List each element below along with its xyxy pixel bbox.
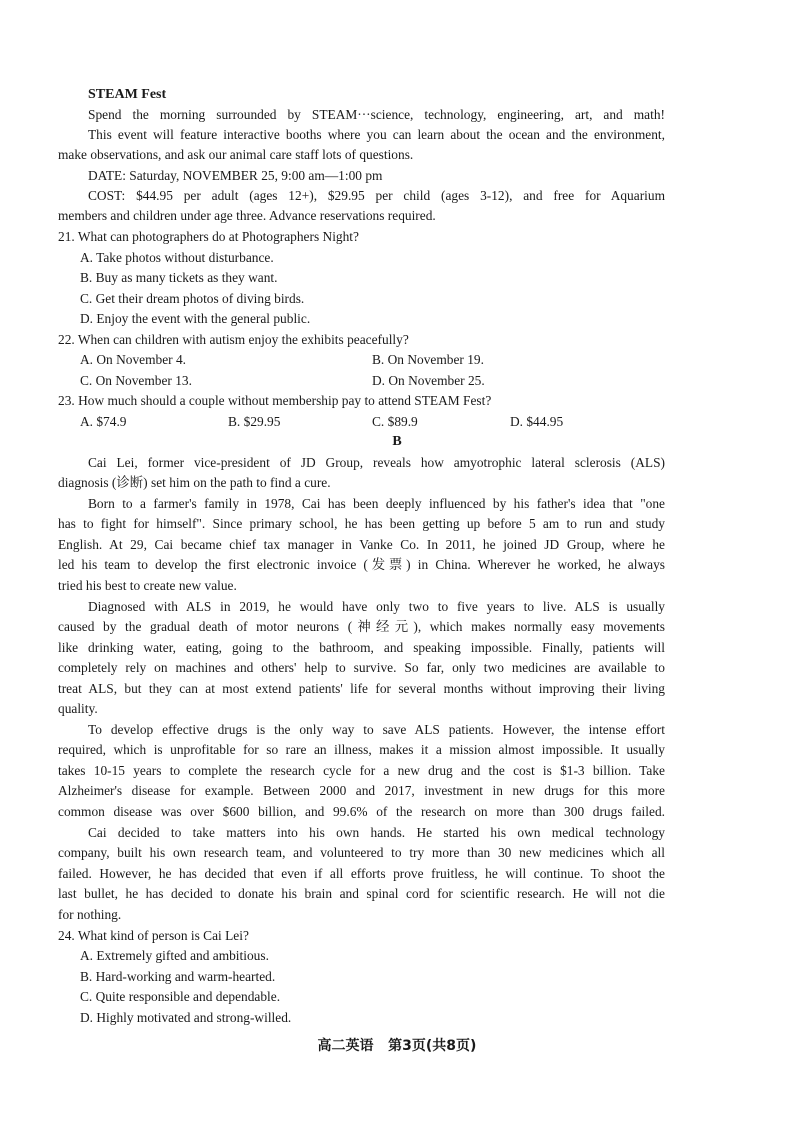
steam-intro-line-3: make observations, and ask our animal care staff lots of questions. (58, 147, 414, 162)
passage-b-p5-line-5: for nothing. (58, 907, 122, 922)
question-21-option-c: C. Get their dream photos of diving birds. (80, 291, 305, 306)
question-24-option-a: A. Extremely gifted and ambitious. (80, 948, 269, 963)
passage-b-p2-line-2: has to fight for himself". Since primary school, he has been getting up before 5 am to run and study (58, 516, 665, 531)
question-24-stem: 24. What kind of person is Cai Lei? (58, 928, 249, 943)
question-22-option-d: D. On November 25. (372, 373, 485, 388)
passage-b-p2-line-4: led his team to develop the first electronic invoice (发票) in China. Wherever he worked, he always (58, 557, 665, 572)
passage-b-p5-line-2: company, built his own research team, and volunteered to try more than 30 new medicines which all (58, 845, 665, 860)
question-24-option-b: B. Hard-working and warm-hearted. (80, 969, 276, 984)
passage-b-p5-line-3: failed. However, he has decided that even if all efforts prove fruitless, he will continue. To shoot the (58, 866, 665, 881)
question-21-option-a: A. Take photos without disturbance. (80, 250, 274, 265)
passage-b-p4-line-2: required, which is unprofitable for so rare an illness, makes it a mission almost impossible. It usually (58, 742, 665, 757)
passage-b-p3-line-3: like drinking water, eating, going to the bathroom, and speaking impossible. Finally, patients will (58, 640, 665, 655)
page-footer: 高二英语 第3页(共8页) (317, 1038, 477, 1054)
passage-b-p4-line-1: To develop effective drugs is the only way to save ALS patients. However, the intense effort (88, 722, 665, 737)
passage-b-p1-line-1: Cai Lei, former vice-president of JD Group, reveals how amyotrophic lateral sclerosis (ALS) (88, 455, 665, 470)
passage-b-p4-line-5: common disease was over $600 billion, and 99.6% of the research on more than 300 drugs failed. (58, 804, 665, 819)
question-22-stem: 22. When can children with autism enjoy the exhibits peacefully? (58, 332, 409, 347)
passage-b-p2-line-5: tried his best to create new value. (58, 578, 237, 593)
question-22-option-c: C. On November 13. (80, 373, 192, 388)
question-21-stem: 21. What can photographers do at Photographers Night? (58, 229, 359, 244)
passage-b-p5-line-1: Cai decided to take matters into his own hands. He started his own medical technology (88, 825, 665, 840)
question-23-option-c: C. $89.9 (372, 414, 418, 429)
question-21-option-b: B. Buy as many tickets as they want. (80, 270, 278, 285)
passage-b-p5-line-4: last bullet, he has decided to donate his brain and spinal cord for scientific research. He will not die (58, 886, 665, 901)
question-23-stem: 23. How much should a couple without membership pay to attend STEAM Fest? (58, 393, 492, 408)
question-23-option-d: D. $44.95 (510, 414, 564, 429)
passage-b-p3-line-2: caused by the gradual death of motor neurons (神经元), which makes normally easy movements (58, 619, 665, 634)
section-b-heading: B (392, 434, 402, 449)
steam-intro-line-1: Spend the morning surrounded by STEAM···science, technology, engineering, art, and math! (88, 107, 665, 122)
question-21-option-d: D. Enjoy the event with the general public. (80, 311, 311, 326)
passage-b-p2-line-1: Born to a farmer's family in 1978, Cai has been deeply influenced by his father's idea that "one (88, 496, 665, 511)
passage-b-p1-line-2: diagnosis (诊断) set him on the path to find a cure. (58, 475, 331, 490)
steam-cost-line-1: COST: $44.95 per adult (ages 12+), $29.95 per child (ages 3-12), and free for Aquarium (88, 188, 665, 203)
question-23-option-b: B. $29.95 (228, 414, 281, 429)
passage-b-p3-line-6: quality. (58, 701, 98, 716)
passage-b-p3-line-4: completely rely on machines and others' help to survive. So far, only two medicines are available to (58, 660, 665, 675)
passage-b-p2-line-3: English. At 29, Cai became chief tax manager in Vanke Co. In 2011, he joined JD Group, where he (58, 537, 665, 552)
steam-cost-line-2: members and children under age three. Advance reservations required. (58, 208, 436, 223)
question-22-option-a: A. On November 4. (80, 352, 186, 367)
steam-fest-title: STEAM Fest (88, 87, 167, 102)
passage-b-p4-line-3: takes 10-15 years to complete the research cycle for a new drug and the cost is $1-3 billion. Take (58, 763, 665, 778)
question-23-option-a: A. $74.9 (80, 414, 127, 429)
passage-b-p4-line-4: Alzheimer's disease for example. Between 2000 and 2017, investment in new drugs for this more (58, 783, 665, 798)
steam-date: DATE: Saturday, NOVEMBER 25, 9:00 am—1:00 pm (88, 168, 383, 183)
steam-intro-line-2: This event will feature interactive booths where you can learn about the ocean and the environment, (88, 127, 665, 142)
question-22-option-b: B. On November 19. (372, 352, 484, 367)
passage-b-p3-line-5: treat ALS, but they can at most extend patients' life for several months without improving their living (58, 681, 665, 696)
question-24-option-d: D. Highly motivated and strong-willed. (80, 1010, 292, 1025)
question-24-option-c: C. Quite responsible and dependable. (80, 989, 281, 1004)
passage-b-p3-line-1: Diagnosed with ALS in 2019, he would have only two to five years to live. ALS is usually (88, 599, 665, 614)
